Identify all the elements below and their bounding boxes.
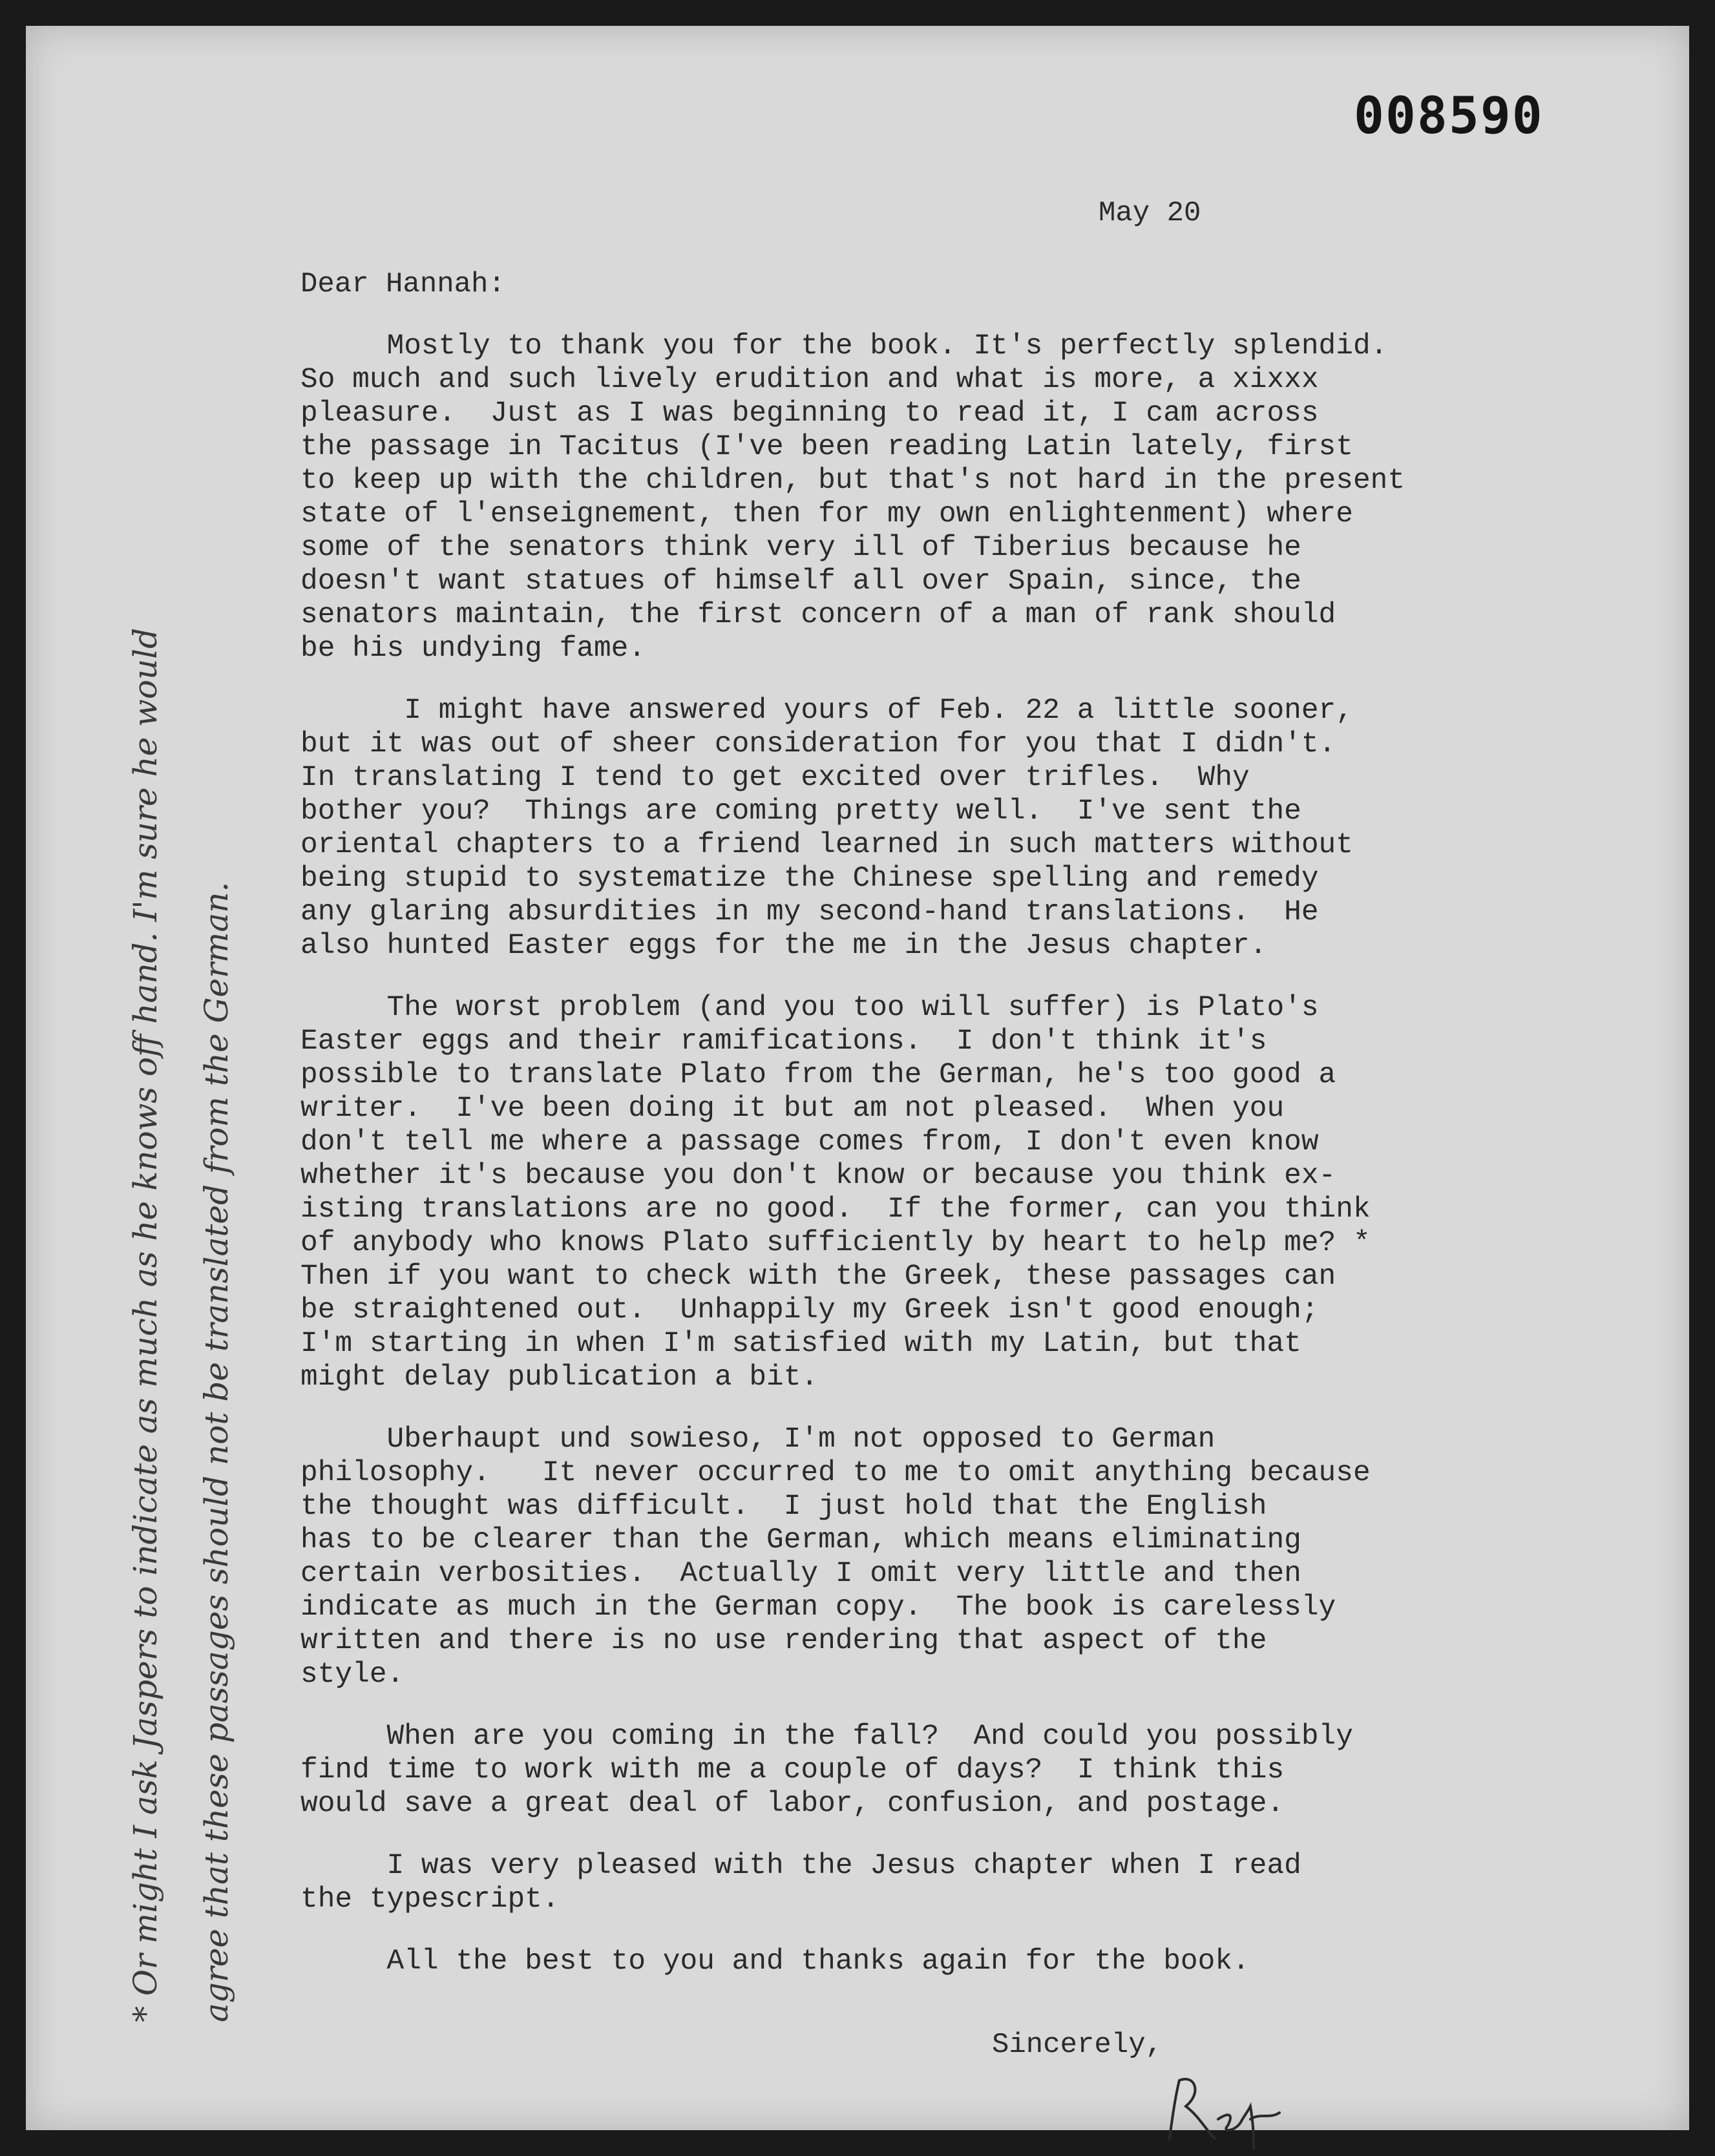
- document-number: 008590: [1354, 87, 1544, 145]
- paragraph-2: I might have answered yours of Feb. 22 a little sooner, but it was out of sheer consideration for you that I didn't. In translating I tend to get excited over trifles. Why bother you? Things are coming pretty well. I've sent the oriental chapters to a friend learned in such matters without being stupid to systematize the Chinese spelling and remedy any glaring absurdities in my second-hand translations. He also hunted Easter eggs for the me in the Jesus chapter.: [300, 695, 1353, 962]
- margin-note-line-1: * Or might I ask Jaspers to indicate as much as he knows off hand. I'm sure he would: [127, 627, 164, 2022]
- closing: Sincerely,: [992, 2029, 1163, 2061]
- paragraph-4: Uberhaupt und sowieso, I'm not opposed to German philosophy. It never occurred to me to omit anything because the thought was difficult. I just hold that the English has to be clearer than the German, which means eliminating certain verbosities. Actually I omit very little and then indicate as much in the German copy. The book is carelessly written and there is no use rendering that aspect of the style.: [300, 1423, 1371, 1691]
- paragraph-7: All the best to you and thanks again for the book.: [300, 1945, 1250, 1978]
- paragraph-3: The worst problem (and you too will suffer) is Plato's Easter eggs and their ramifications. I don't think it's possible to translate Plato from the German, he's too good a writer. I've been doing it but am not pleased. When you don't tell me where a passage comes from, I don't even know whether it's because you don't know or because you think ex- isting translations are no good. If the former, can you think of anybody who knows Plato sufficiently by heart to help me? * Then if you want to check with the Greek, these passages can be straightened out. Unhappily my Greek isn't good enough; I'm starting in when I'm satisfied with my Latin, but that might delay publication a bit.: [300, 992, 1371, 1394]
- handwritten-margin-note: [110, 628, 252, 2022]
- paragraph-5: When are you coming in the fall? And could you possibly find time to work with me a couple of days? I think this would save a great deal of labor, confusion, and postage.: [300, 1721, 1353, 1820]
- paragraph-6: I was very pleased with the Jesus chapter when I read the typescript.: [300, 1850, 1301, 1916]
- letter-body: [300, 330, 1580, 2007]
- letter-date: May 20: [1099, 197, 1201, 229]
- margin-note-line-2: agree that these passages should not be translated from the German.: [198, 881, 235, 2022]
- handwritten-signature: [1157, 2067, 1286, 2151]
- salutation: Dear Hannah:: [300, 268, 505, 300]
- paragraph-1: Mostly to thank you for the book. It's perfectly splendid. So much and such lively erudition and what is more, a xixxx pleasure. Just as I was beginning to read it, I cam across the passage in Tacitus (I've been reading Latin lately, first to keep up with the children, but that's not hard in the present state of l'enseignement, then for my own enlightenment) where some of the senators think very ill of Tiberius because he doesn't want statues of himself all over Spain, since, the senators maintain, the first concern of a man of rank should be his undying fame.: [300, 330, 1405, 665]
- letter-page: [26, 26, 1689, 2130]
